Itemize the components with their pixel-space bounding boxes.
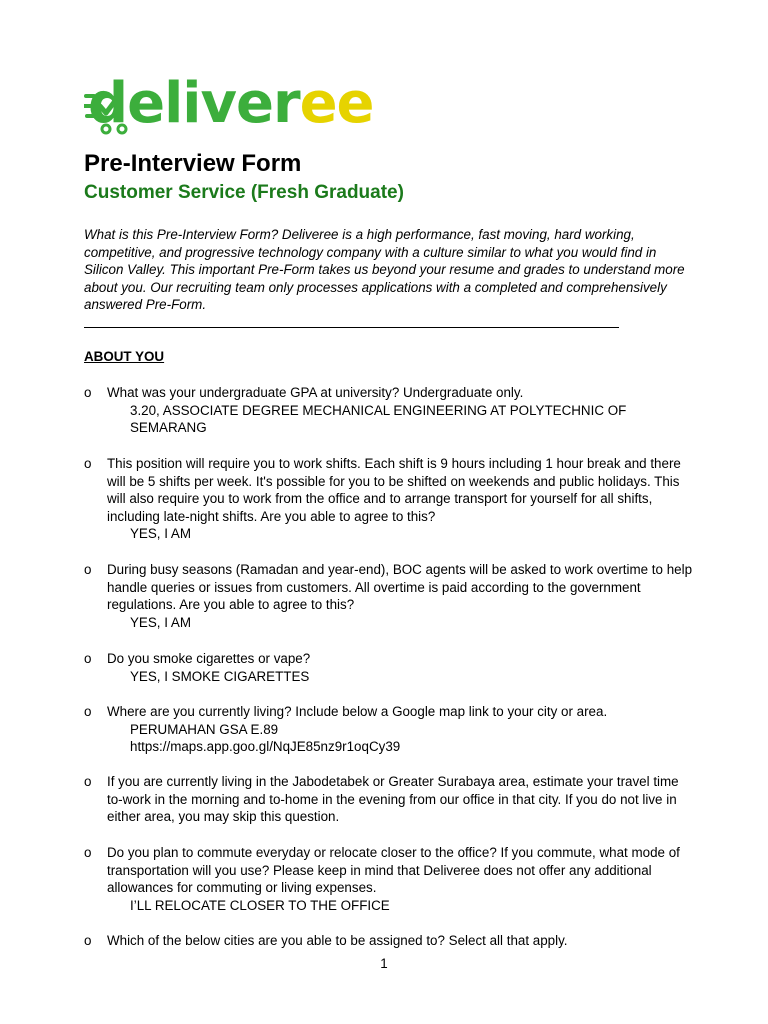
answer-text: PERUMAHAN GSA E.89 bbox=[130, 721, 279, 737]
bullet-icon: o bbox=[84, 651, 92, 666]
question-text: This position will require you to work shifts. Each shift is 9 hours including 1 hour break and there will be 5 shifts per week. It's possible for you to be shifted on weekends and public holidays. This will also require you to work from the office and to arrange transport for yourself for all shifts, including late-night shifts. Are you able to agree to this? bbox=[107, 456, 681, 524]
divider-line bbox=[84, 327, 619, 328]
question-item bbox=[84, 703, 696, 756]
question-text: During busy seasons (Ramadan and year-end), BOC agents will be asked to work overtime to help handle queries or issues from customers. All overtime is paid according to the government regulations. Are you able to agree to this? bbox=[107, 562, 693, 612]
section-title-about-you: ABOUT YOU bbox=[84, 349, 165, 364]
page-title: Pre-Interview Form bbox=[84, 150, 302, 177]
answer-text: YES, I SMOKE CIGARETTES bbox=[130, 668, 310, 684]
bullet-icon: o bbox=[84, 456, 92, 471]
bullet-icon: o bbox=[84, 845, 92, 860]
answer-text: YES, I AM bbox=[130, 526, 192, 541]
answer-map-link: https://maps.app.goo.gl/NqJE85nz9r1oqCy39 bbox=[130, 739, 401, 754]
question-text: Which of the below cities are you able to be assigned to? Select all that apply. bbox=[107, 933, 568, 948]
logo-text-yellow: ee bbox=[299, 71, 374, 136]
page-subtitle: Customer Service (Fresh Graduate) bbox=[84, 182, 404, 203]
logo-text-green: deliver bbox=[88, 71, 300, 136]
question-item bbox=[84, 650, 696, 685]
question-item bbox=[84, 384, 696, 437]
question-text: What was your undergraduate GPA at university? Undergraduate only. bbox=[107, 385, 524, 400]
question-text: Where are you currently living? Include below a Google map link to your city or area. bbox=[107, 704, 608, 719]
bullet-icon: o bbox=[84, 562, 92, 577]
question-item bbox=[84, 561, 696, 631]
bullet-icon: o bbox=[84, 933, 92, 948]
answer-text: I’LL RELOCATE CLOSER TO THE OFFICE bbox=[130, 897, 390, 913]
question-item bbox=[84, 844, 696, 914]
bullet-icon: o bbox=[84, 704, 92, 719]
bullet-icon: o bbox=[84, 774, 92, 789]
svg-text:deliveree bbox=[88, 71, 374, 136]
question-text: Do you plan to commute everyday or relocate closer to the office? If you commute, what mode of transportation will you use? Please keep in mind that Deliveree does not offer any additional allowances for commuting or living expenses. bbox=[107, 845, 680, 895]
intro-paragraph: What is this Pre-Interview Form? Deliveree is a high performance, fast moving, hard working, competitive, and progressive technology company with a culture similar to what you would find in Silicon Valley. This important Pre-Form takes us beyond your resume and grades to understand more about you. Our recruiting team only processes applications with a completed and comprehensively answered Pre-Form. bbox=[84, 227, 685, 312]
page-number: 1 bbox=[380, 956, 388, 971]
answer-text: YES, I AM bbox=[130, 614, 192, 630]
question-item bbox=[84, 932, 696, 950]
bullet-icon: o bbox=[84, 385, 92, 400]
deliveree-logo bbox=[84, 70, 394, 136]
question-item bbox=[84, 773, 696, 826]
question-text: If you are currently living in the Jabodetabek or Greater Surabaya area, estimate your travel time to-work in the morning and to-home in the evening from our office in that city. If you do not live in either area, you may skip this question. bbox=[107, 774, 679, 824]
answer-text: 3.20, ASSOCIATE DEGREE MECHANICAL ENGINEERING AT POLYTECHNIC OF SEMARANG bbox=[130, 402, 627, 435]
question-item bbox=[84, 455, 696, 543]
question-text: Do you smoke cigarettes or vape? bbox=[107, 651, 311, 666]
